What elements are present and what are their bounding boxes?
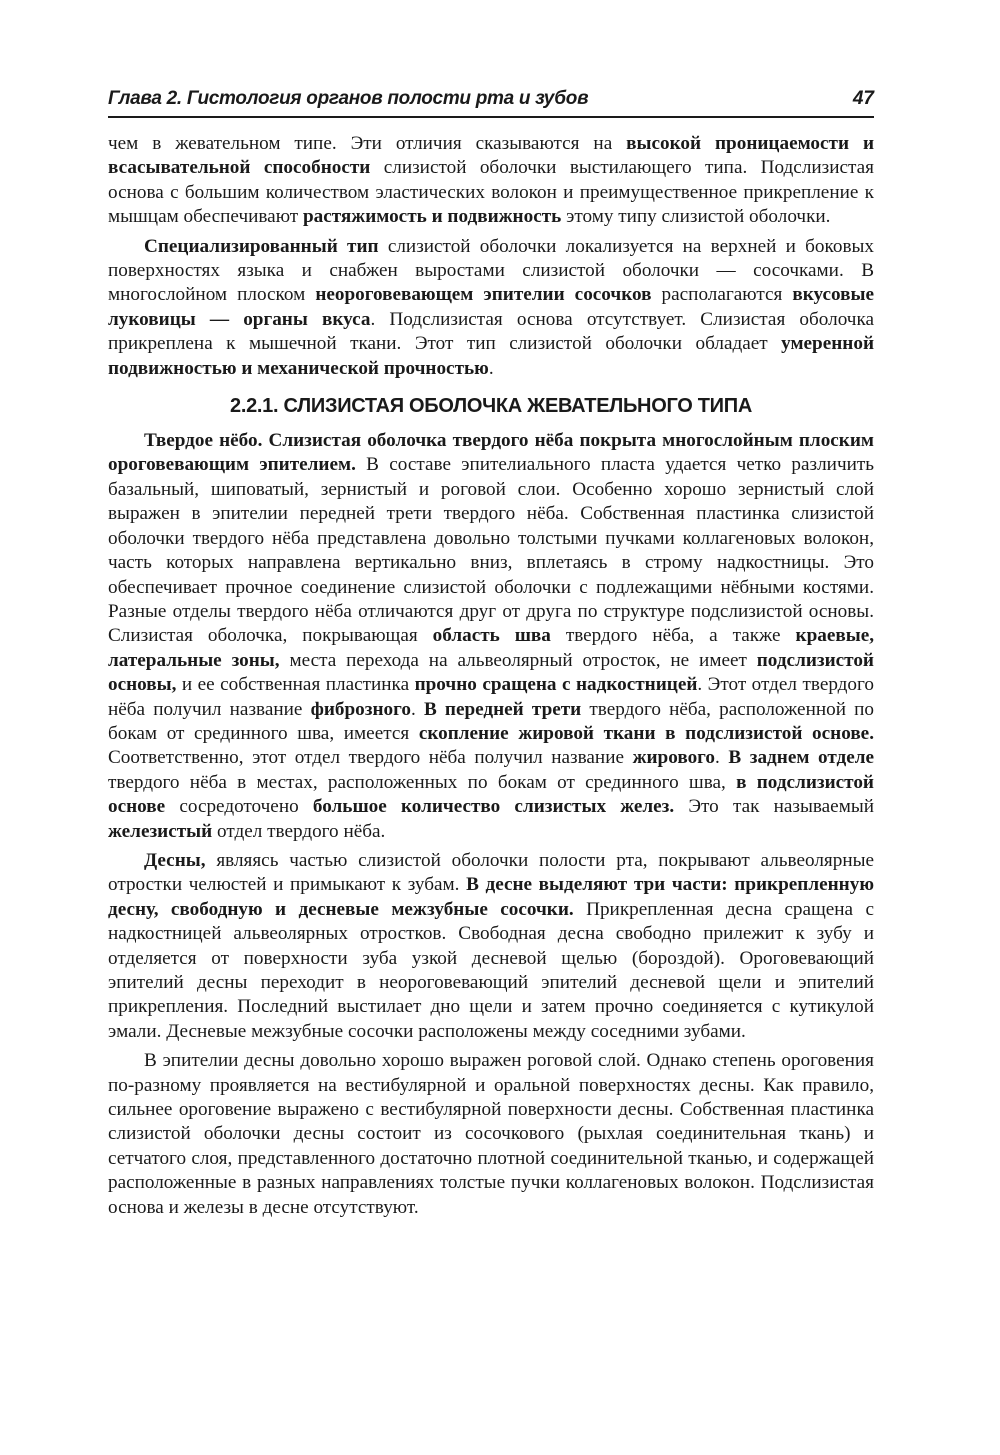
- text-run: .: [410, 698, 424, 720]
- text-run: отдел твердого нёба.: [212, 820, 386, 842]
- text-run: . Этот отдел твердого нёба получил название: [108, 674, 875, 720]
- text-run: Это так называемый: [674, 796, 874, 818]
- text-run: В составе эпителиального пласта удается четко различить базальный, шиповатый, зернистый и роговой слои. Особенно хорошо зернистый слой выражен в эпителии передней трети твердого нёба. Собственная пластинка слизистой оболочки твердого нёба представлена довольно толстыми пучками коллагеновых волокон, часть которых направлена вертикально вниз, вплетаясь в строму надкостницы. Это обеспечивает прочное соединение слизистой оболочки с подлежащими нёбными костями. Разные отделы твердого нёба отличаются друг от друга по структуре подслизистой основы. Слизистая оболочка, покрывающая: [108, 454, 875, 647]
- running-header: [108, 86, 874, 118]
- bold-term: растяжимость и подвижность: [302, 206, 562, 228]
- page-number: 47: [852, 88, 874, 109]
- bold-term: Десны,: [144, 849, 206, 871]
- page-body: [108, 132, 874, 1225]
- paragraph-1: [108, 132, 874, 230]
- bold-term: В передней трети: [423, 698, 582, 720]
- bold-term: В заднем отделе: [728, 747, 874, 769]
- section-heading: 2.2.1. СЛИЗИСТАЯ ОБОЛОЧКА ЖЕВАТЕЛЬНОГО ТИПА: [230, 395, 752, 418]
- text-run: Прикрепленная десна сращена с надкостницей альвеолярных отростков. Свободная десна свободно прилежит к зубу и отделяется от поверхности зуба узкой десневой щелью (бороздой). Ороговевающий эпителий десны переходит в неороговевающий эпителий десневой щели и эпителий прикрепления. Последний выстилает дно щели и затем прочно соединяется с кутикулой эмали. Десневые межзубные сосочки расположены между соседними зубами.: [108, 898, 874, 1042]
- bold-term: большое количество слизистых желез.: [312, 796, 675, 818]
- text-run: располагаются: [651, 284, 793, 306]
- bold-term: высокой проницаемости и всасывательной способности: [108, 133, 874, 179]
- bold-term: вкусовые луковицы — органы вкуса: [108, 284, 875, 330]
- bold-term: подслизистой основы,: [108, 649, 874, 696]
- text-run: твердого нёба, а также: [550, 625, 796, 647]
- text-run: твердого нёба, расположенной по бокам от срединного шва, имеется: [108, 698, 874, 744]
- paragraph-2: [108, 235, 874, 381]
- text-run: .: [715, 747, 729, 769]
- bold-term: в подслизистой основе: [108, 771, 874, 818]
- text-run: В эпителии десны довольно хорошо выражен роговой слой. Однако степень ороговения по-разному проявляется на вестибулярной и оральной поверхностях десны. Как правило, сильнее ороговение выражено с вестибулярной поверхности десны. Собственная пластинка слизистой оболочки десны состоит из сосочкового (рыхлая соединительная ткань) и сетчатого слоя, представленного достаточно плотной соединительной тканью, и содержащей расположенные в разных направлениях толстые пучки коллагеновых волокон. Подслизистая основа и железы в десне отсутствуют.: [108, 1050, 874, 1218]
- text-run: твердого нёба в местах, расположенных по бокам от срединного шва,: [108, 771, 737, 793]
- text-run: являясь частью слизистой оболочки полости рта, покрывают альвеолярные отростки челюстей и примыкают к зубам.: [108, 849, 874, 896]
- bold-term: Специализированный тип: [144, 235, 379, 257]
- bold-term: В десне выделяют три части: прикрепленную десну, свободную и десневые межзубные сосочки.: [108, 874, 874, 920]
- text-run: слизистой оболочки выстилающего типа. Подслизистая основа с большим количеством эластических волокон и преимущественное прикрепление к мышцам обеспечивают: [108, 157, 874, 228]
- paragraph-4: [108, 849, 874, 1044]
- bold-term: скопление жировой ткани в подслизистой основе.: [418, 722, 874, 744]
- bold-term: жирового: [632, 747, 715, 769]
- bold-term: умеренной подвижностью и механической прочностью: [108, 333, 874, 379]
- chapter-title: Глава 2. Гистология органов полости рта и зубов: [108, 88, 589, 109]
- paragraph-5: [108, 1049, 874, 1220]
- bold-term: краевые, латеральные зоны,: [108, 625, 875, 671]
- text-run: места перехода на альвеолярный отросток, не имеет: [279, 649, 757, 671]
- bold-term: прочно сращена с надкостницей: [414, 674, 698, 696]
- text-run: .: [488, 357, 494, 379]
- text-run: слизистой оболочки локализуется на верхней и боковых поверхностях языка и снабжен выростами слизистой оболочки — сосочками. В многослойном плоском: [108, 235, 875, 306]
- paragraph-3: [108, 429, 874, 844]
- text-run: сосредоточено: [165, 796, 313, 818]
- text-run: и ее собственная пластинка: [176, 674, 415, 696]
- text-run: этому типу слизистой оболочки.: [561, 206, 831, 228]
- bold-term: железистый: [108, 820, 213, 842]
- bold-term: Твердое нёбо. Слизистая оболочка твердого нёба покрыта многослойным плоским ороговевающим эпителием.: [108, 430, 874, 476]
- text-run: чем в жевательном типе. Эти отличия сказываются на: [108, 133, 627, 154]
- text-run: . Подслизистая основа отсутствует. Слизистая оболочка прикреплена к мышечной ткани. Этот тип слизистой оболочки обладает: [108, 308, 874, 355]
- bold-term: фиброзного: [310, 698, 411, 720]
- bold-term: область шва: [432, 625, 551, 647]
- text-run: Соответственно, этот отдел твердого нёба получил название: [108, 747, 633, 769]
- bold-term: неороговевающем эпителии сосочков: [315, 284, 652, 306]
- book-page: [108, 0, 874, 1455]
